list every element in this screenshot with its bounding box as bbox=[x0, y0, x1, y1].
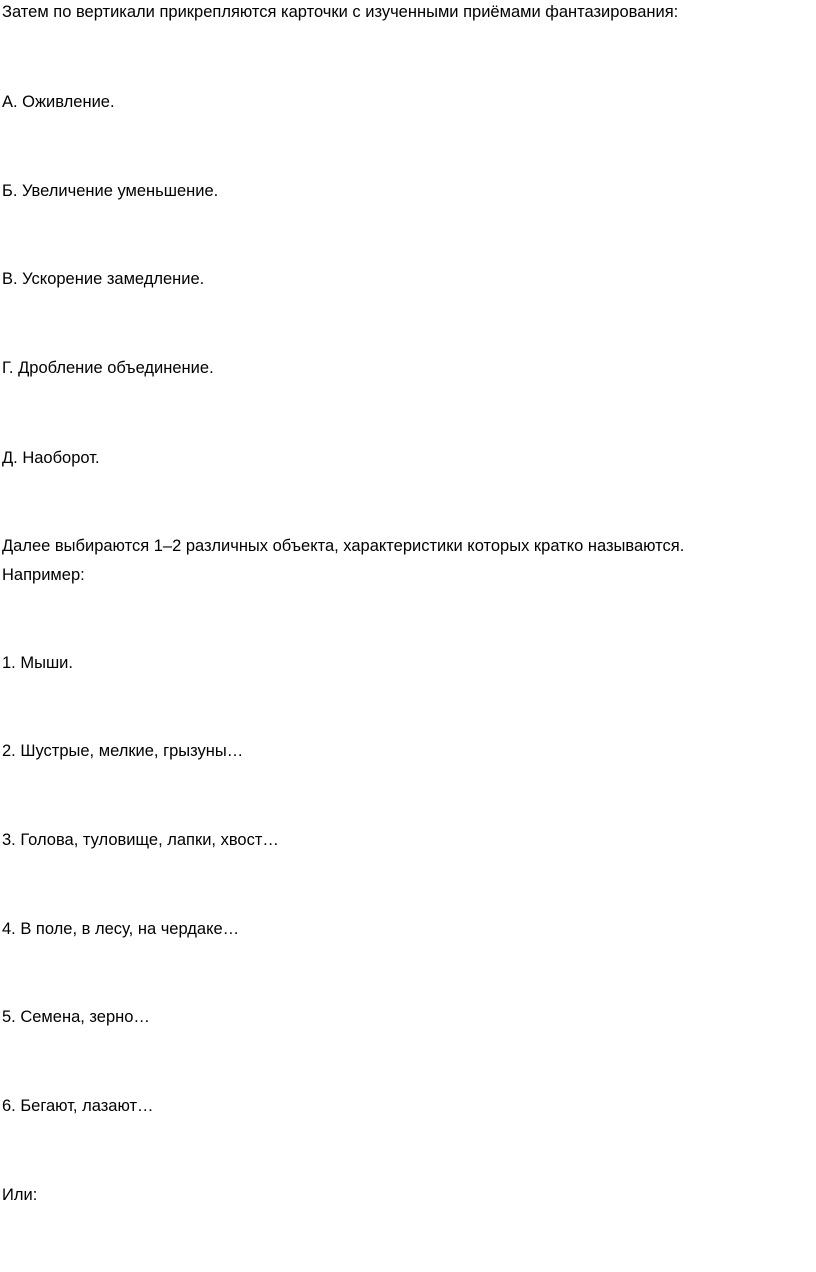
technique-item: А. Оживление. bbox=[2, 93, 115, 111]
technique-item: Д. Наоборот. bbox=[2, 449, 100, 467]
technique-item: В. Ускорение замедление. bbox=[2, 270, 205, 288]
example-item: 3. Голова, туловище, лапки, хвост… bbox=[2, 831, 279, 849]
technique-item: Б. Увеличение уменьшение. bbox=[2, 182, 219, 200]
example-item: 5. Семена, зерно… bbox=[2, 1008, 150, 1026]
example-item: 1. Мыши. bbox=[2, 654, 73, 672]
closing-text: Или: bbox=[2, 1186, 38, 1204]
intro-text: Затем по вертикали прикрепляются карточки с изученными приёмами фантазирования: bbox=[2, 3, 679, 21]
paragraph-line-2: Например: bbox=[2, 566, 85, 584]
paragraph-line-1: Далее выбираются 1–2 различных объекта, характеристики которых кратко называются. bbox=[2, 537, 685, 555]
technique-item: Г. Дробление объединение. bbox=[2, 359, 214, 377]
example-item: 6. Бегают, лазают… bbox=[2, 1097, 154, 1115]
example-item: 2. Шустрые, мелкие, грызуны… bbox=[2, 742, 244, 760]
example-item: 4. В поле, в лесу, на чердаке… bbox=[2, 920, 240, 938]
